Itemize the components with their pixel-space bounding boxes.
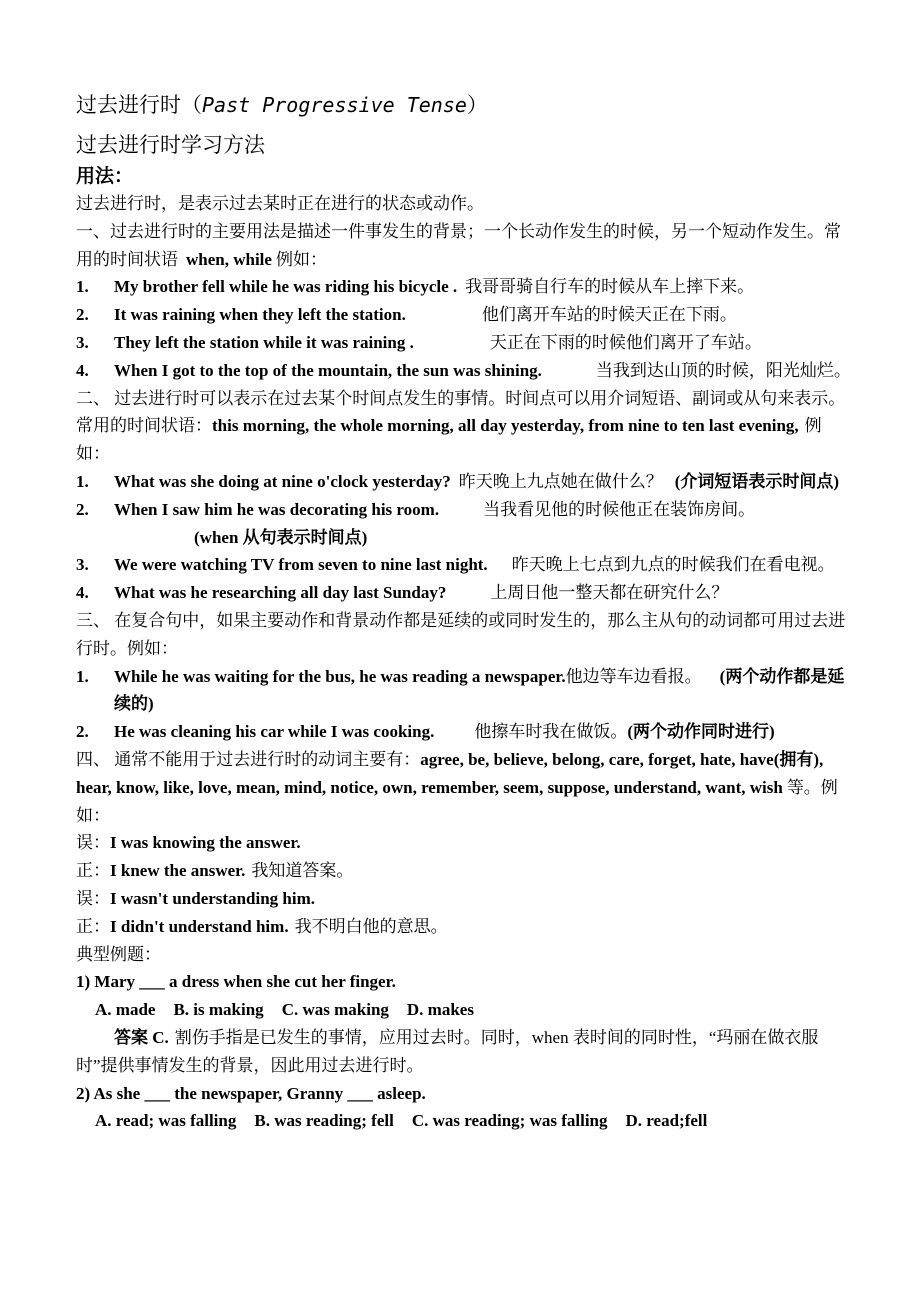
item-note: (两个动作都是延续的) <box>114 666 845 714</box>
section-1-keywords: when, while <box>186 249 272 269</box>
document-page <box>76 88 854 1135</box>
item-zh: 当我看见他的时候他正在装饰房间。 <box>483 499 756 519</box>
list-item <box>76 468 854 496</box>
option: C. was making <box>281 1000 389 1020</box>
section-4-intro <box>76 746 854 829</box>
question-options <box>76 1107 854 1135</box>
examples-heading: 典型例题： <box>76 944 161 964</box>
question-options <box>76 996 854 1024</box>
section-4-eg: 等。例如： <box>76 777 838 825</box>
question-stem: 2) As she ___ the newspaper, Granny ___ asleep. <box>76 1083 426 1103</box>
list-item <box>76 663 854 719</box>
section-2-keywords: this morning, the whole morning, all day yesterday, from nine to ten last evening, <box>212 416 799 436</box>
item-number: 1. <box>76 471 89 491</box>
item-en: My brother fell while he was riding his bicycle . <box>114 277 458 297</box>
answer-text: 割伤手指是已发生的事情，应用过去时。同时，when 表时间的同时性，“玛丽在做衣服时”提供事情发生的背景，因此用过去进行时。 <box>76 1027 819 1075</box>
pair-en: I knew the answer. <box>110 861 246 881</box>
example-pair-line <box>76 857 854 885</box>
list-item <box>76 329 854 357</box>
pair-label: 误： <box>76 833 110 853</box>
section-1-eg: 例如： <box>275 249 327 269</box>
question-stem: 1) Mary ___ a dress when she cut her finger. <box>76 972 396 992</box>
item-number: 4. <box>76 360 89 380</box>
item-zh: 上周日他一整天都在研究什么？ <box>490 583 729 603</box>
item-en: When I saw him he was decorating his room. <box>114 499 440 519</box>
pair-label: 正： <box>76 916 110 936</box>
option: C. was reading; was falling <box>411 1111 608 1131</box>
intro-line: 过去进行时，是表示过去某时正在进行的状态或动作。 <box>76 194 484 213</box>
list-item <box>76 579 854 607</box>
answer-label: 答案 C. <box>114 1027 169 1047</box>
item-number: 1. <box>76 666 89 686</box>
item-zh: 他们离开车站的时候天正在下雨。 <box>481 305 737 325</box>
pair-label: 误： <box>76 888 110 908</box>
item-number: 1. <box>76 277 89 297</box>
item-en: When I got to the top of the mountain, the sun was shining. <box>114 360 542 380</box>
option: B. was reading; fell <box>254 1111 394 1131</box>
item-note: (介词短语表示时间点) <box>674 471 840 491</box>
item-en: What was he researching all day last Sunday? <box>114 583 447 603</box>
example-pair-line <box>76 913 854 941</box>
section-2-text: 二、 过去进行时可以表示在过去某个时间点发生的事情。时间点可以用介词短语、副词或从句来表示。常用的时间状语： <box>76 388 846 436</box>
title-zh: 过去进行时（ <box>76 93 202 117</box>
list-item <box>76 273 854 301</box>
item-en: It was raining when they left the station. <box>114 305 406 325</box>
pair-en: I didn't understand him. <box>110 916 289 936</box>
item-en: While he was waiting for the bus, he was reading a newspaper. <box>114 666 566 686</box>
item-number: 3. <box>76 332 89 352</box>
title-en: Past Progressive Tense <box>202 93 467 117</box>
list-item <box>76 496 854 552</box>
item-zh: 昨天晚上七点到九点的时候我们在看电视。 <box>511 555 835 575</box>
example-pair-line <box>76 829 854 857</box>
list-item <box>76 718 854 746</box>
item-zh: 我哥哥骑自行车的时候从车上摔下来。 <box>465 277 755 297</box>
page-title <box>76 88 854 122</box>
option: D. read;fell <box>625 1111 708 1131</box>
section-1-intro <box>76 218 854 274</box>
list-item <box>76 301 854 329</box>
item-note: (两个动作同时进行) <box>627 722 775 742</box>
pair-zh: 我不明白他的意思。 <box>294 916 448 936</box>
item-note: (when 从句表示时间点) <box>194 527 368 547</box>
list-item <box>76 551 854 579</box>
section-4-text: 四、 通常不能用于过去进行时的动词主要有： <box>76 749 421 769</box>
item-en: They left the station while it was raining . <box>114 332 414 352</box>
item-number: 2. <box>76 305 89 325</box>
option: B. is making <box>173 1000 264 1020</box>
item-number: 4. <box>76 583 89 603</box>
option: A. read; was falling <box>95 1111 237 1131</box>
option: D. makes <box>406 1000 474 1020</box>
item-zh: 当我到达山顶的时候，阳光灿烂。 <box>595 360 851 380</box>
section-4-verbs: agree, be, believe, belong, care, forget, hate, have(拥有), hear, know, like, love, mean, mind, notice, own, remember, seem, suppose, understand, want, wish <box>76 749 824 797</box>
section-2-eg: 例如： <box>76 416 822 464</box>
item-en: What was she doing at nine o'clock yesterday? <box>114 471 451 491</box>
option: A. made <box>95 1000 156 1020</box>
item-number: 2. <box>76 499 89 519</box>
list-item <box>76 357 854 385</box>
section-1-text: 一、过去进行时的主要用法是描述一件事发生的背景；一个长动作发生的时候，另一个短动作发生。常用的时间状语 <box>76 221 841 269</box>
item-zh: 他擦车时我在做饭。 <box>474 722 628 742</box>
answer-explanation <box>76 1024 854 1080</box>
item-zh: 昨天晚上九点她在做什么？ <box>458 471 663 491</box>
item-number: 3. <box>76 555 89 575</box>
item-en: He was cleaning his car while I was cooking. <box>114 722 435 742</box>
pair-zh: 我知道答案。 <box>251 861 354 881</box>
section-2-intro <box>76 385 854 468</box>
section-3-intro: 三、 在复合句中，如果主要动作和背景动作都是延续的或同时发生的，那么主从句的动词都可用过去进行时。例如： <box>76 610 846 658</box>
pair-label: 正： <box>76 861 110 881</box>
pair-en: I was knowing the answer. <box>110 833 301 853</box>
usage-heading: 用法： <box>76 166 134 187</box>
title-close: ） <box>466 93 488 117</box>
item-en: We were watching TV from seven to nine last night. <box>114 555 488 575</box>
item-zh: 他边等车边看报。 <box>565 666 702 686</box>
pair-en: I wasn't understanding him. <box>110 888 316 908</box>
item-zh: 天正在下雨的时候他们离开了车站。 <box>489 332 762 352</box>
subtitle: 过去进行时学习方法 <box>76 133 265 157</box>
example-pair-line <box>76 885 854 913</box>
item-number: 2. <box>76 722 89 742</box>
